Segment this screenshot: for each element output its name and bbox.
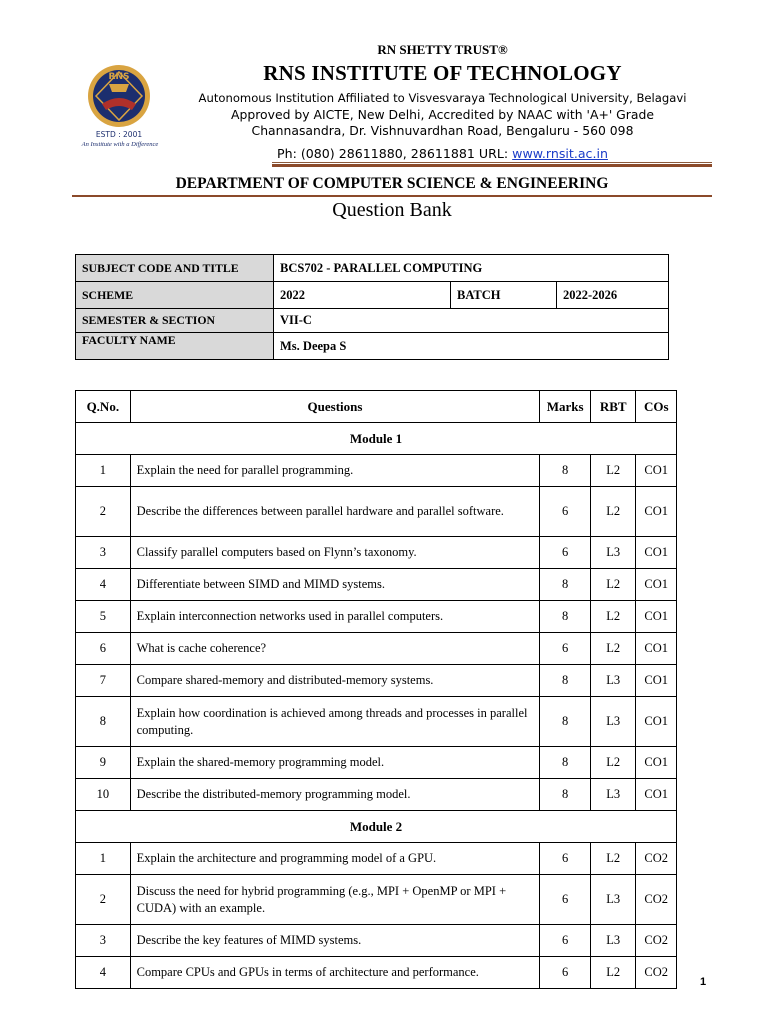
scheme-label: SCHEME [76,282,274,309]
question-row [76,455,677,487]
header-marks: Marks [540,391,591,423]
question-co: CO1 [636,455,677,487]
question-marks: 8 [540,779,591,811]
faculty-label: FACULTY NAME [76,333,274,360]
question-co: CO2 [636,843,677,875]
question-table-body [76,423,677,989]
question-co: CO1 [636,633,677,665]
module-row [76,423,677,455]
question-text: Explain how coordination is achieved among threads and processes in parallel computing. [130,697,540,747]
logo-text: RNS [108,72,130,82]
question-number: 9 [76,747,131,779]
question-number: 6 [76,633,131,665]
question-co: CO1 [636,665,677,697]
question-co: CO1 [636,569,677,601]
batch-value: 2022-2026 [557,282,669,309]
module-title: Module 2 [76,811,677,843]
question-row [76,779,677,811]
question-co: CO1 [636,697,677,747]
semester-label: SEMESTER & SECTION [76,309,274,333]
phone-text: Ph: (080) 28611880, 28611881 URL: [277,146,513,161]
question-marks: 8 [540,455,591,487]
question-number: 7 [76,665,131,697]
address-line: Channasandra, Dr. Vishnuvardhan Road, Bengaluru - 560 098 [251,123,634,138]
question-marks: 6 [540,633,591,665]
question-rbt: L3 [590,665,636,697]
header-questions: Questions [130,391,540,423]
question-number: 2 [76,875,131,925]
question-row [76,633,677,665]
header-qno: Q.No. [76,391,131,423]
question-co: CO1 [636,487,677,537]
question-number: 8 [76,697,131,747]
question-rbt: L2 [590,957,636,989]
faculty-value: Ms. Deepa S [274,333,669,360]
question-number: 10 [76,779,131,811]
question-marks: 8 [540,601,591,633]
question-number: 3 [76,537,131,569]
question-text: Differentiate between SIMD and MIMD systems. [130,569,540,601]
question-rbt: L3 [590,875,636,925]
question-rbt: L2 [590,843,636,875]
trust-name: RN SHETTY TRUST® [377,42,508,57]
question-co: CO1 [636,601,677,633]
header-cos: COs [636,391,677,423]
subject-value: BCS702 - PARALLEL COMPUTING [274,255,669,282]
module-title: Module 1 [76,423,677,455]
batch-label: BATCH [451,282,557,309]
header-rule-thin [272,162,712,163]
question-number: 3 [76,925,131,957]
subject-label: SUBJECT CODE AND TITLE [76,255,274,282]
question-co: CO2 [636,957,677,989]
question-text: Describe the distributed-memory programming model. [130,779,540,811]
course-info-table [75,254,669,360]
question-text: Explain the shared-memory programming model. [130,747,540,779]
question-text: Explain interconnection networks used in parallel computers. [130,601,540,633]
question-row [76,875,677,925]
question-rbt: L3 [590,697,636,747]
question-row [76,747,677,779]
question-number: 5 [76,601,131,633]
question-text: Discuss the need for hybrid programming (e.g., MPI + OpenMP or MPI + CUDA) with an example. [130,875,540,925]
question-marks: 8 [540,569,591,601]
document-title: Question Bank [332,199,452,221]
department-rule [72,195,712,197]
header-rbt: RBT [590,391,636,423]
question-row [76,537,677,569]
question-number: 4 [76,569,131,601]
question-marks: 6 [540,925,591,957]
department-title: DEPARTMENT OF COMPUTER SCIENCE & ENGINEERING [175,175,609,192]
page-number: 1 [700,976,707,988]
website-link[interactable]: www.rnsit.ac.in [512,146,608,161]
question-co: CO1 [636,779,677,811]
logo-tagline: An Institute with a Difference [81,141,159,148]
question-row [76,665,677,697]
question-rbt: L2 [590,747,636,779]
question-row [76,601,677,633]
approval-line: Approved by AICTE, New Delhi, Accredited by NAAC with 'A+' Grade [231,107,654,122]
contact-line [170,146,715,161]
question-co: CO2 [636,875,677,925]
module-row [76,811,677,843]
question-marks: 6 [540,537,591,569]
question-text: Describe the differences between parallel hardware and parallel software. [130,487,540,537]
question-text: Explain the need for parallel programming. [130,455,540,487]
question-rbt: L2 [590,633,636,665]
question-number: 1 [76,843,131,875]
question-text: Compare shared-memory and distributed-memory systems. [130,665,540,697]
question-text: Explain the architecture and programming model of a GPU. [130,843,540,875]
question-number: 1 [76,455,131,487]
scheme-value: 2022 [274,282,451,309]
question-text: Classify parallel computers based on Flynn’s taxonomy. [130,537,540,569]
question-rbt: L2 [590,569,636,601]
question-text: Describe the key features of MIMD systems. [130,925,540,957]
affiliation-line: Autonomous Institution Affiliated to Visvesvaraya Technological University, Belagavi [198,91,687,105]
question-co: CO1 [636,747,677,779]
question-rbt: L3 [590,537,636,569]
question-number: 4 [76,957,131,989]
institute-logo [72,62,168,154]
question-row [76,925,677,957]
question-text: What is cache coherence? [130,633,540,665]
question-row [76,569,677,601]
question-marks: 8 [540,697,591,747]
question-text: Compare CPUs and GPUs in terms of architecture and performance. [130,957,540,989]
question-marks: 8 [540,665,591,697]
question-marks: 6 [540,487,591,537]
question-rbt: L2 [590,455,636,487]
question-marks: 6 [540,843,591,875]
question-row [76,487,677,537]
question-rbt: L3 [590,925,636,957]
institute-name: RNS INSTITUTE OF TECHNOLOGY [263,61,622,85]
question-marks: 8 [540,747,591,779]
question-table [75,390,677,989]
question-rbt: L2 [590,601,636,633]
question-row [76,957,677,989]
question-marks: 6 [540,875,591,925]
question-row [76,697,677,747]
question-co: CO1 [636,537,677,569]
question-rbt: L2 [590,487,636,537]
question-row [76,843,677,875]
question-number: 2 [76,487,131,537]
header-rule-thick [272,164,712,167]
question-rbt: L3 [590,779,636,811]
question-marks: 6 [540,957,591,989]
question-co: CO2 [636,925,677,957]
semester-value: VII-C [274,309,669,333]
logo-estd: ESTD : 2001 [95,130,143,139]
